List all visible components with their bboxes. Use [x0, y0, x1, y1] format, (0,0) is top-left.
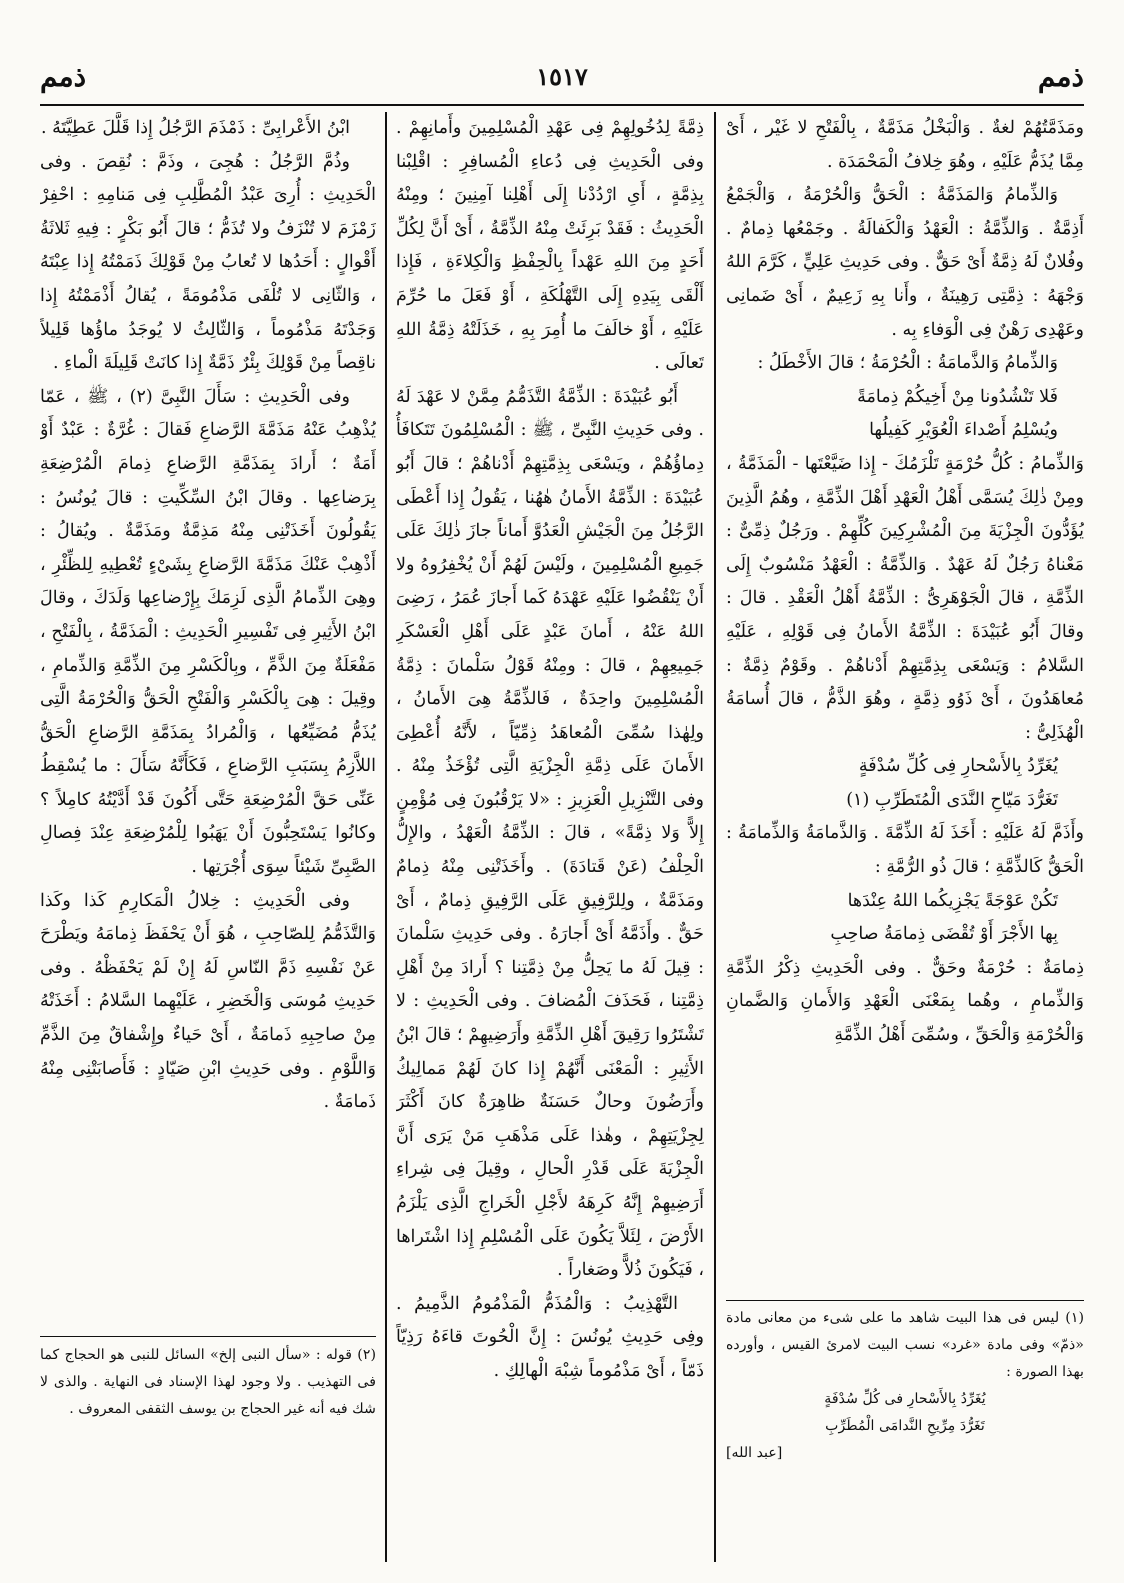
column-divider-left: [385, 112, 387, 1562]
left-column: [40, 112, 376, 1330]
footnote-rule-right: [726, 1300, 1084, 1301]
verse-line: يُغَرِّدُ بِالأَسْحارِ فِى كُلِّ سُدْفَةٍ: [858, 756, 1058, 777]
entry-paragraph: وأَذَمَّ لَهُ عَلَيْهِ : أَخَذَ لَهُ الذِّمَّةَ . وَالذَّمامَةُ وَالذِّمامَةُ : الْحَقُّ كَالذِّمَّةِ ؛ قالَ ذُو الرُّمَّةِ :: [726, 823, 1084, 878]
entry-paragraph: التَّهْذِيبُ : وَالْمُذَمُّ الْمَذْمُومُ الذَّمِيمُ . وفِى حَدِيثِ يُونُسَ : إِنَّ الْحُوتَ قاءَهُ رَذِيّاً ذَمّاً ، أَىْ مَذْمُوماً شِبْهَ الْهالِكِ .: [396, 1293, 704, 1381]
header-root-word-right: ذمم: [1037, 60, 1084, 93]
footnote-text: (١) ليس فى هذا البيت شاهد ما على شىء من معانى مادة «ذمّ» وفى مادة «غرد» نسب البيت لامرئ القيس ، وأورده بهذا الصورة :: [726, 1310, 1084, 1380]
editor-tag: [عبد الله]: [726, 1445, 783, 1461]
entry-paragraph: وفى الْحَدِيثِ : خِلالُ الْمَكارِمِ كَذا وكَذا وَالتَّذَمُّمُ لِلصّاحِبِ ، هُوَ أَنْ يَحْفَظَ ذِمامَهُ ويَطْرَحَ عَنْ نَفْسِهِ ذَمَّ النّاسِ لَهُ إِنْ لَمْ يَحْفَظْهُ . وفى حَدِيثِ مُوسَى وَالْخَضِرِ ، عَلَيْهِما السَّلامُ : أَخَذَتْهُ مِنْ صاحِبِهِ ذَمامَةٌ ، أَىْ حَياءٌ وإِشْفاقٌ مِنَ الذَّمِّ وَاللَّوْمِ . وفى حَدِيثِ ابْنِ صَيّادٍ : فَأَصابَتْنِى مِنْهُ ذَمامَةٌ .: [40, 890, 376, 1113]
entry-paragraph: ابْنُ الأَعْرابِىِّ : ذَمْذَمَ الرَّجُلُ إِذا قَلَّلَ عَطِيَّتَهُ .: [40, 118, 350, 138]
entry-paragraph: أَبُو عُبَيْدَةَ : الذِّمَّةُ التَّذَمُّمُ مِمَّنْ لا عَهْدَ لَهُ . وفى حَدِيثِ النَّبِىِّ ، ﷺ : الْمُسْلِمُونَ تَتَكافَأُ دِماؤُهُمْ ، ويَسْعَى بِذِمَّتِهِمْ أَدْناهُمْ ؛ قالَ أَبُو عُبَيْدَةَ : الذِّمَّةُ الأَمانُ هٰهُنا ، يَقُولُ إِذا أَعْطَى الرَّجُلُ مِنَ الْجَيْشِ الْعَدُوَّ أَماناً جازَ ذٰلِكَ عَلَى جَمِيعِ الْمُسْلِمِينَ ، ولَيْسَ لَهُمْ أَنْ يُخْفِرُوهُ ولا أَنْ يَنْقُضُوا عَلَيْهِ عَهْدَهُ كَما أَجازَ عُمَرُ ، رَضِىَ اللهُ عَنْهُ ، أَمانَ عَبْدٍ عَلَى أَهْلِ الْعَسْكَرِ جَمِيعِهِمْ ، قالَ : ومِنْهُ قَوْلُ سَلْمانَ : ذِمَّةُ الْمُسْلِمِينَ واحِدَةٌ ، فَالذِّمَّةُ هِىَ الأَمانُ ، ولِهٰذا سُمِّىَ الْمُعاهَدُ ذِمِّيّاً ، لأَنَّهُ أُعْطِىَ الأَمانَ عَلَى ذِمَّةِ الْجِزْيَةِ الَّتِى تُؤْخَذُ مِنْهُ . وفى التَّنْزِيلِ الْعَزِيزِ : «لا يَرْقُبُونَ فِى مُؤْمِنٍ إِلاًّ وَلا ذِمَّةً» ، قالَ : الذِّمَّةُ الْعَهْدُ ، والإِلُّ الْحِلْفُ (عَنْ قَتادَةَ) . وأَخَذَتْنِى مِنْهُ ذِمامٌ ومَذَمَّةٌ ، ولِلرَّفِيقِ عَلَى الرَّفِيقِ ذِمامٌ ، أَىْ حَقٌّ . وأَذَمَّهُ أَىْ أَجارَهُ . وفى حَدِيثِ سَلْمانَ : قِيلَ لَهُ ما يَحِلُّ مِنْ ذِمَّتِنا ؟ أَرادَ مِنْ أَهْلِ ذِمَّتِنا ، فَحَذَفَ الْمُضافَ . وفى الْحَدِيثِ : لا تَشْتَرُوا رَقِيقَ أَهْلِ الذِّمَّةِ وأَرَضِيهِمْ ؛ قالَ ابْنُ الأَثِيرِ : الْمَعْنَى أَنَّهُمْ إِذا كانَ لَهُمْ مَمالِيكُ وأَرَضُونَ وحالٌ حَسَنَةٌ ظاهِرَةٌ كانَ أَكْثَرَ لِجِزْيَتِهِمْ ، وهٰذا عَلَى مَذْهَبِ مَنْ يَرَى أَنَّ الْجِزْيَةَ عَلَى قَدْرِ الْحالِ ، وقِيلَ فِى شِراءِ أَرَضِيهِمْ إِنَّهُ كَرِهَهُ لأَجْلِ الْخَراجِ الَّذِى يَلْزَمُ الأَرْضَ ، لِئَلاَّ يَكُونَ عَلَى الْمُسْلِمِ إِذا اشْتَراها ، فَيَكُونَ ذُلاًّ وصَغاراً .: [396, 386, 704, 1281]
footnote-verse: تَغَرُّدَ مِرِّيحِ النَّدامَى الْمُطَرِّبِ: [825, 1418, 985, 1434]
entry-paragraph: ومَذَمَّتُهُمْ لغةٌ . وَالْبَخْلُ مَذَمَّةٌ ، بِالْفَتْحِ لا غَيْر ، أَىْ مِمَّا يُذَمُّ عَلَيْهِ ، وهُوَ خِلافُ الْمَحْمَدَة .: [726, 118, 1084, 172]
footnote-left: [40, 1342, 376, 1423]
column-divider-right: [714, 112, 716, 1562]
entry-paragraph: ذِمَّةً لِدُخُولِهِمْ فِى عَهْدِ الْمُسْلِمِينَ وأَمانِهِمْ . وفى الْحَدِيثِ فِى دُعاءِ الْمُسافِرِ : اقْلِبْنا بِذِمَّةٍ ، أَىِ ارْدُدْنا إِلَى أَهْلِنا آمِنِينَ ؛ ومِنْهُ الْحَدِيثُ : فَقَدْ بَرِئَتْ مِنْهُ الذِّمَّةُ ، أَىْ أَنَّ لِكُلِّ أَحَدٍ مِنَ اللهِ عَهْداً بِالْحِفْظِ وَالْكِلاءَةِ ، فَإِذا أَلْقَى بِيَدِهِ إِلَى التَّهْلُكَةِ ، أَوْ فَعَلَ ما حُرِّمَ عَلَيْهِ ، أَوْ خالَفَ ما أُمِرَ بِهِ ، خَذَلَتْهُ ذِمَّةُ اللهِ تَعالَى .: [396, 118, 704, 374]
page-number: ١٥١٧: [536, 62, 588, 91]
page-header: [40, 56, 1084, 102]
verse-line: بِها الأَجْرَ أَوْ تُقْضَى ذِمامَةُ صاحِبِ: [830, 924, 1058, 945]
entry-paragraph: وَالذِّمامُ وَالمَذَمَّةُ : الْحَقُّ وَالْحُرْمَةُ ، وَالْجَمْعُ أَذِمَّةٌ . وَالذِّمَّةُ : الْعَهْدُ وَالْكَفالَةُ . وجَمْعُها ذِمامٌ . وفُلانٌ لَهُ ذِمَّةٌ أَىْ حَقٌّ . وفى حَدِيثِ عَلِيٍّ ، كَرَّمَ اللهُ وَجْهَهُ : ذِمَّتِى رَهِينَةٌ ، وأَنا بِهِ زَعِيمٌ ، أَىْ ضَمانِى وعَهْدِى رَهْنٌ فِى الْوَفاءِ بِه .: [726, 185, 1084, 340]
verse-line: تَغَرُّدَ مَيّاحِ النَّدَى الْمُتَطَرِّبِ (١): [846, 789, 1058, 810]
entry-paragraph: وَالذِّمامُ : كُلُّ حُرْمَةٍ تَلْزَمُكَ - إِذا ضَيَّعْتَها - الْمَذَمَّةُ ، ومِنْ ذٰلِكَ يُسَمَّى أَهْلُ الْعَهْدِ أَهْلَ الذِّمَّةِ ، وهُمُ الَّذِينَ يُؤَدُّونَ الْجِزْيَةَ مِنَ الْمُشْرِكِينَ كُلِّهِمْ . ورَجُلٌ ذِمِّىٌّ : مَعْناهُ رَجُلٌ لَهُ عَهْدٌ . وَالذِّمَّةُ : الْعَهْدُ مَنْسُوبٌ إِلَى الذِّمَّةِ ، قالَ الْجَوْهَرِىُّ : الذِّمَّةُ أَهْلُ الْعَقْدِ . قالَ : وقالَ أَبُو عُبَيْدَةَ : الذِّمَّةُ الأَمانُ فِى قَوْلِهِ ، عَلَيْهِ السَّلامُ : وَيَسْعَى بِذِمَّتِهِمْ أَدْناهُمْ . وقَوْمٌ ذِمَّةٌ : مُعاهَدُونَ ، أَىْ ذَوُو ذِمَّةٍ ، وهُوَ الذَّمُّ ، قالَ أُسامَةُ الْهُذَلِىُّ :: [726, 453, 1084, 743]
verse-line: ويُسْلِمُ أَصْداءَ الْعُوَيْرِ كَفِيلُها: [869, 420, 1058, 441]
entry-paragraph: وذُمَّ الرَّجُلُ : هُجِىَ ، وذَمَّ : نُقِصَ . وفى الْحَدِيثِ : أُرِىَ عَبْدُ الْمُطَّلِبِ فِى مَنامِهِ : احْفِرْ زَمْزَمَ لا تُنْزَفُ ولا تُذَمُّ ؛ قالَ أَبُو بَكْرٍ : فِيهِ ثَلاثَةُ أَقْوالٍ : أَحَدُها لا تُعابُ مِنْ قَوْلِكَ ذَمَمْتُهُ إِذا عِبْتَهُ ، وَالثّانِى لا تُلْفَى مَذْمُومَةً ، يُقالُ أَذْمَمْتُهُ إِذا وَجَدْتَهُ مَذْمُوماً ، وَالثّالِثُ لا يُوجَدُ ماؤُها قَلِيلاً ناقِصاً مِنْ قَوْلِكَ بِئْرٌ ذَمَّةٌ إِذا كانَتْ قَلِيلَةَ الْماءِ .: [40, 151, 376, 374]
header-root-word-left: ذمم: [40, 60, 87, 93]
verse-line: فَلا تَنْشُدُونا مِنْ أَخِيكُمْ ذِمامَةً: [857, 386, 1058, 407]
entry-paragraph: وَالذِّمامُ وَالذَّمامَةُ : الْحُرْمَةُ ؛ قالَ الأَخْطَلُ :: [757, 353, 1058, 374]
entry-paragraph: ذِمامَةٌ : حُرْمَةٌ وحَقٌّ . وفى الْحَدِيثِ ذِكْرُ الذِّمَّةِ وَالذِّمامِ ، وهُما بِمَعْنَى الْعَهْدِ وَالأَمانِ وَالضَّمانِ وَالْحُرْمَةِ وَالْحَقِّ ، وسُمِّىَ أَهْلُ الذِّمَّةِ: [726, 957, 1084, 1046]
verse-line: تَكُنْ عَوْجَةً يَجْزِيكُما اللهُ عِنْدَها: [847, 890, 1058, 911]
footnote-text: (٢) قوله : «سأل النبى إلخ» السائل للنبى هو الحجاج كما فى التهذيب . ولا وجود لهذا الإسناد فى النهاية . والذى لا شك فيه أنه غير الحجاج بن يوسف الثقفى المعروف .: [40, 1347, 376, 1417]
middle-column: [396, 112, 704, 1562]
header-rule: [40, 104, 1084, 106]
footnote-verse: يُغَرِّدُ بِالأَسْحارِ فى كُلِّ سُدْفَةٍ: [824, 1391, 986, 1407]
footnote-rule-left: [40, 1336, 376, 1337]
entry-paragraph: وفى الْحَدِيثِ : سَأَلَ النَّبِىَّ (٢) ، ﷺ ، عَمّا يُذْهِبُ عَنْهُ مَذَمَّةَ الرَّضاعِ فَقالَ : غُرَّةٌ : عَبْدٌ أَوْ أَمَةٌ ؛ أَرادَ بِمَذَمَّةِ الرَّضاعِ ذِمامَ الْمُرْضِعَةِ بِرَضاعِها . وقالَ ابْنُ السِّكِّيتِ : قالَ يُونُسُ : يَقُولُونَ أَخَذَتْنِى مِنْهُ مَذِمَّةٌ ومَذَمَّةٌ . ويُقالُ : أَذْهِبْ عَنْكَ مَذَمَّةَ الرَّضاعِ بِشَىْءٍ تُعْطِيهِ لِلظِّئْرِ ، وهِىَ الذِّمامُ الَّذِى لَزِمَكَ بِإِرْضاعِها وَلَدَكَ ، وقالَ ابْنُ الأَثِيرِ فِى تَفْسِيرِ الْحَدِيثِ : الْمَذَمَّةُ ، بِالْفَتْحِ ، مَفْعَلَةٌ مِنَ الذَّمِّ ، وبِالْكَسْرِ مِنَ الذِّمَّةِ وَالذِّمامِ ، وقِيلَ : هِىَ بِالْكَسْرِ وَالْفَتْحِ الْحَقُّ وَالْحُرْمَةُ الَّتِى يُذَمُّ مُضَيِّعُها ، وَالْمُرادُ بِمَذَمَّةِ الرَّضاعِ الْحَقُّ اللاَّزِمُ بِسَبَبِ الرَّضاعِ ، فَكَأَنَّهُ سَأَلَ : ما يُسْقِطُ عَنِّى حَقَّ الْمُرْضِعَةِ حَتَّى أَكُونَ قَدْ أَدَّيْتُهُ كامِلاً ؟ وكانُوا يَسْتَحِبُّونَ أَنْ يَهَبُوا لِلْمُرْضِعَةِ عِنْدَ فِصالِ الصَّبِىِّ شَيْئاً سِوَى أُجْرَتِها .: [40, 386, 376, 878]
footnote-right: [726, 1305, 1084, 1467]
